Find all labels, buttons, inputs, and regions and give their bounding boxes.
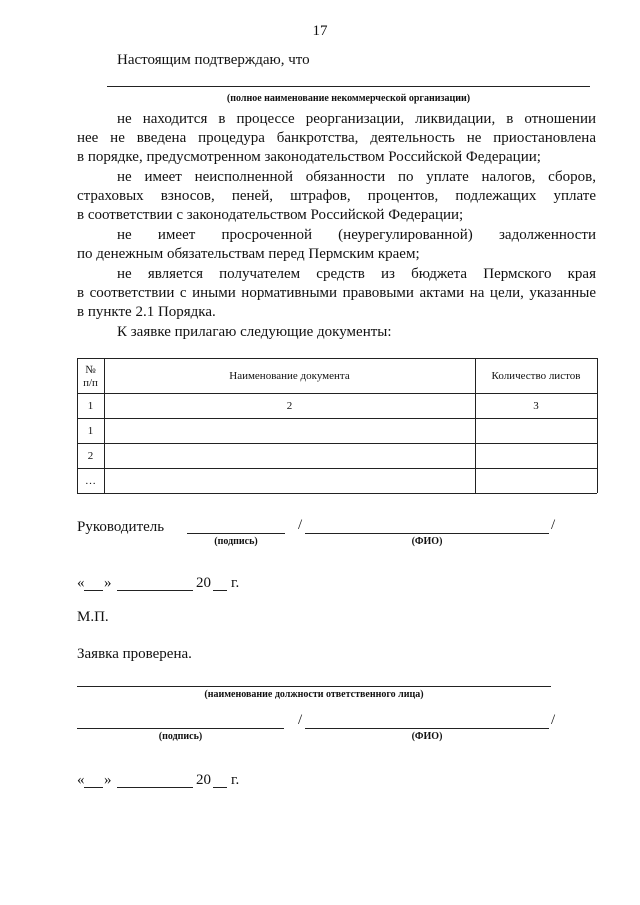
org-name-field[interactable]	[107, 86, 590, 87]
condition-line: по денежным обязательствам перед Пермским краем;	[77, 246, 420, 262]
slash: /	[298, 517, 303, 533]
year-field[interactable]	[213, 787, 227, 788]
index-cell: 3	[533, 400, 539, 412]
checked-signature-field[interactable]	[77, 728, 284, 729]
position-field[interactable]	[77, 686, 551, 687]
quote-close: »	[104, 575, 112, 591]
day-field[interactable]	[84, 787, 103, 788]
table-row-num: …	[85, 475, 96, 487]
confirm-intro: Настоящим подтверждаю, что	[117, 52, 310, 68]
slash: /	[551, 517, 556, 533]
condition-line: в соответствии с иными нормативными правовыми актами на цели, указанные	[77, 285, 596, 301]
index-cell: 2	[286, 400, 293, 412]
year-field[interactable]	[213, 590, 227, 591]
table-row-sheet-count[interactable]	[475, 475, 597, 488]
condition-line: не является получателем средств из бюджета Пермского края	[117, 266, 596, 282]
year-suffix: г.	[231, 575, 240, 591]
table-row-num: 1	[87, 425, 94, 437]
head-label: Руководитель	[77, 519, 165, 535]
table-row-doc-name[interactable]	[104, 425, 475, 438]
year-prefix: 20	[196, 772, 211, 788]
quote-open: «	[77, 772, 85, 788]
header-sheet-count: Количество листов	[491, 370, 581, 382]
quote-close: »	[104, 772, 112, 788]
slash: /	[551, 712, 556, 728]
slash: /	[298, 712, 303, 728]
year-suffix: г.	[231, 772, 240, 788]
index-cell: 1	[87, 400, 94, 412]
table-row-sheet-count[interactable]	[475, 450, 597, 463]
year-prefix: 20	[196, 575, 211, 591]
stamp-label: М.П.	[77, 609, 109, 625]
condition-line: не находится в процессе реорганизации, ликвидации, в отношении	[117, 111, 596, 127]
day-field[interactable]	[84, 590, 103, 591]
table-row-doc-name[interactable]	[104, 450, 475, 463]
condition-line: страховых взносов, пеней, штрафов, процентов, подлежащих уплате	[77, 188, 596, 204]
table-row-sheet-count[interactable]	[475, 425, 597, 438]
condition-line: в соответствии с законодательством Российской Федерации;	[77, 207, 464, 223]
position-caption: (наименование должности ответственного лица)	[204, 689, 424, 700]
page-number: 17	[312, 23, 328, 39]
signature-caption: (подпись)	[158, 731, 203, 742]
header-doc-name: Наименование документа	[229, 370, 350, 382]
table-row-doc-name[interactable]	[104, 475, 475, 488]
condition-line: в пункте 2.1 Порядка.	[77, 304, 216, 320]
org-name-caption: (полное наименование некоммерческой организации)	[226, 93, 471, 104]
condition-line: не имеет неисполненной обязанности по уплате налогов, сборов,	[117, 169, 596, 185]
checked-fio-field[interactable]	[305, 728, 549, 729]
head-signature-field[interactable]	[187, 533, 285, 534]
signature-caption: (подпись)	[214, 536, 258, 547]
head-fio-field[interactable]	[305, 533, 549, 534]
month-field[interactable]	[117, 787, 193, 788]
quote-open: «	[77, 575, 85, 591]
checked-label: Заявка проверена.	[77, 646, 192, 662]
condition-line: не имеет просроченной (неурегулированной) задолженности	[117, 227, 596, 243]
docs-intro: К заявке прилагаю следующие документы:	[117, 324, 392, 340]
fio-caption: (ФИО)	[411, 731, 443, 742]
condition-line: нее не введена процедура банкротства, деятельность не приостановлена	[77, 130, 596, 146]
month-field[interactable]	[117, 590, 193, 591]
condition-line: в порядке, предусмотренном законодательством Российской Федерации;	[77, 149, 541, 165]
fio-caption: (ФИО)	[411, 536, 443, 547]
table-row-num: 2	[87, 450, 94, 462]
header-num: № п/п	[83, 364, 98, 389]
